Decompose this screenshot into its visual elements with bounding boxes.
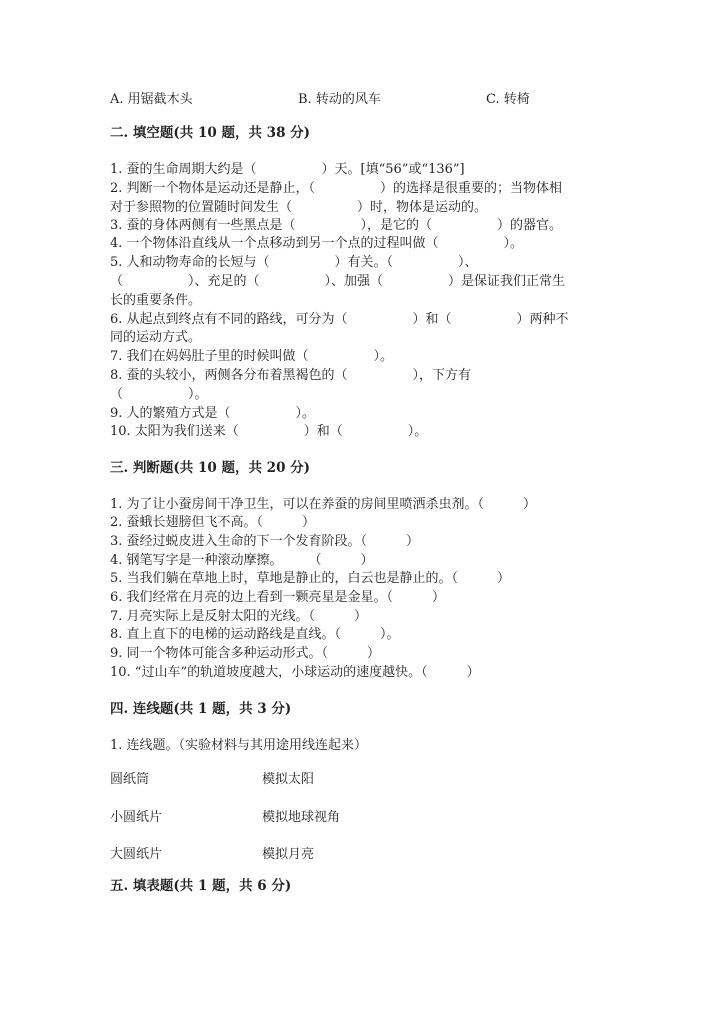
judge-line: 4. 钢笔写字是一种滚动摩擦。 （ ）: [110, 553, 374, 568]
option-c: C. 转椅: [486, 92, 530, 107]
judge-line: 7. 月亮实际上是反射太阳的光线。（ ）: [110, 609, 368, 624]
judge-line: 6. 我们经常在月亮的边上看到一颗亮星是金星。（ ）: [110, 590, 446, 605]
judge-line: 5. 当我们躺在草地上时，草地是静止的，白云也是静止的。（ ）: [110, 571, 511, 586]
match-right-item: 模拟月亮: [262, 847, 315, 862]
fill-line: 8. 蚕的头较小，两侧各分布着黑褐色的（ ），下方有: [110, 368, 472, 383]
judge-line: 1. 为了让小蚕房间干净卫生，可以在养蚕的房间里喷洒杀虫剂。（ ）: [110, 497, 537, 512]
match-left-item: 大圆纸片: [110, 847, 163, 862]
fill-line: 1. 蚕的生命周期大约是（ ）天。[填“56”或“136”]: [110, 162, 465, 177]
fill-line: 2. 判断一个物体是运动还是静止，（ ）的选择是很重要的；当物体相: [110, 181, 563, 196]
section-3-title: 三. 判断题(共 10 题，共 20 分): [110, 460, 311, 476]
fill-line: 同的运动方式。: [110, 330, 202, 345]
judge-line: 2. 蚕蛾长翅膀但飞不高。（ ）: [110, 515, 316, 530]
section-4-title: 四. 连线题(共 1 题，共 3 分): [110, 701, 292, 717]
section-2-title: 二. 填空题(共 10 题，共 38 分): [110, 125, 311, 141]
fill-line: 7. 我们在妈妈肚子里的时候叫做（ ）。: [110, 349, 394, 364]
section-5-title: 五. 填表题(共 1 题，共 6 分): [110, 878, 292, 894]
match-left-item: 圆纸筒: [110, 772, 150, 787]
matching-question: 1. 连线题。（实验材料与其用途用线连起来）: [110, 738, 368, 753]
judge-line: 10. “过山车”的轨道坡度越大，小球运动的速度越快。（ ）: [110, 665, 480, 680]
match-right-item: 模拟太阳: [262, 772, 315, 787]
fill-line: 6. 从起点到终点有不同的路线，可分为（ ）和（ ）两种不: [110, 312, 569, 327]
fill-line: （ ）。: [110, 387, 208, 402]
fill-line: 3. 蚕的身体两侧有一些黑点是（ ），是它的（ ）的器官。: [110, 218, 563, 233]
match-left-item: 小圆纸片: [110, 810, 163, 825]
fill-line: 10. 太阳为我们送来（ ）和（ ）。: [110, 424, 428, 439]
fill-line: 5. 人和动物寿命的长短与（ ）有关。（ ）、: [110, 255, 478, 270]
option-b: B. 转动的风车: [298, 92, 381, 107]
judge-line: 8. 直上直下的电梯的运动路线是直线。（ ）。: [110, 627, 400, 642]
match-right-item: 模拟地球视角: [262, 810, 341, 825]
option-a: A. 用锯截木头: [110, 92, 193, 107]
fill-line: 9. 人的繁殖方式是（ ）。: [110, 406, 316, 421]
fill-line: 长的重要条件。: [110, 293, 202, 308]
fill-line: 4. 一个物体沿直线从一个点移动到另一个点的过程叫做（ ）。: [110, 236, 524, 251]
fill-line: （ ）、充足的（ ）、加强（ ）是保证我们正常生: [110, 274, 566, 289]
judge-line: 9. 同一个物体可能含多种运动形式。（ ）: [110, 646, 381, 661]
judge-line: 3. 蚕经过蜕皮进入生命的下一个发育阶段。（ ）: [110, 534, 420, 549]
fill-line: 对于参照物的位置随时间发生（ ）时，物体是运动的。: [110, 200, 488, 215]
